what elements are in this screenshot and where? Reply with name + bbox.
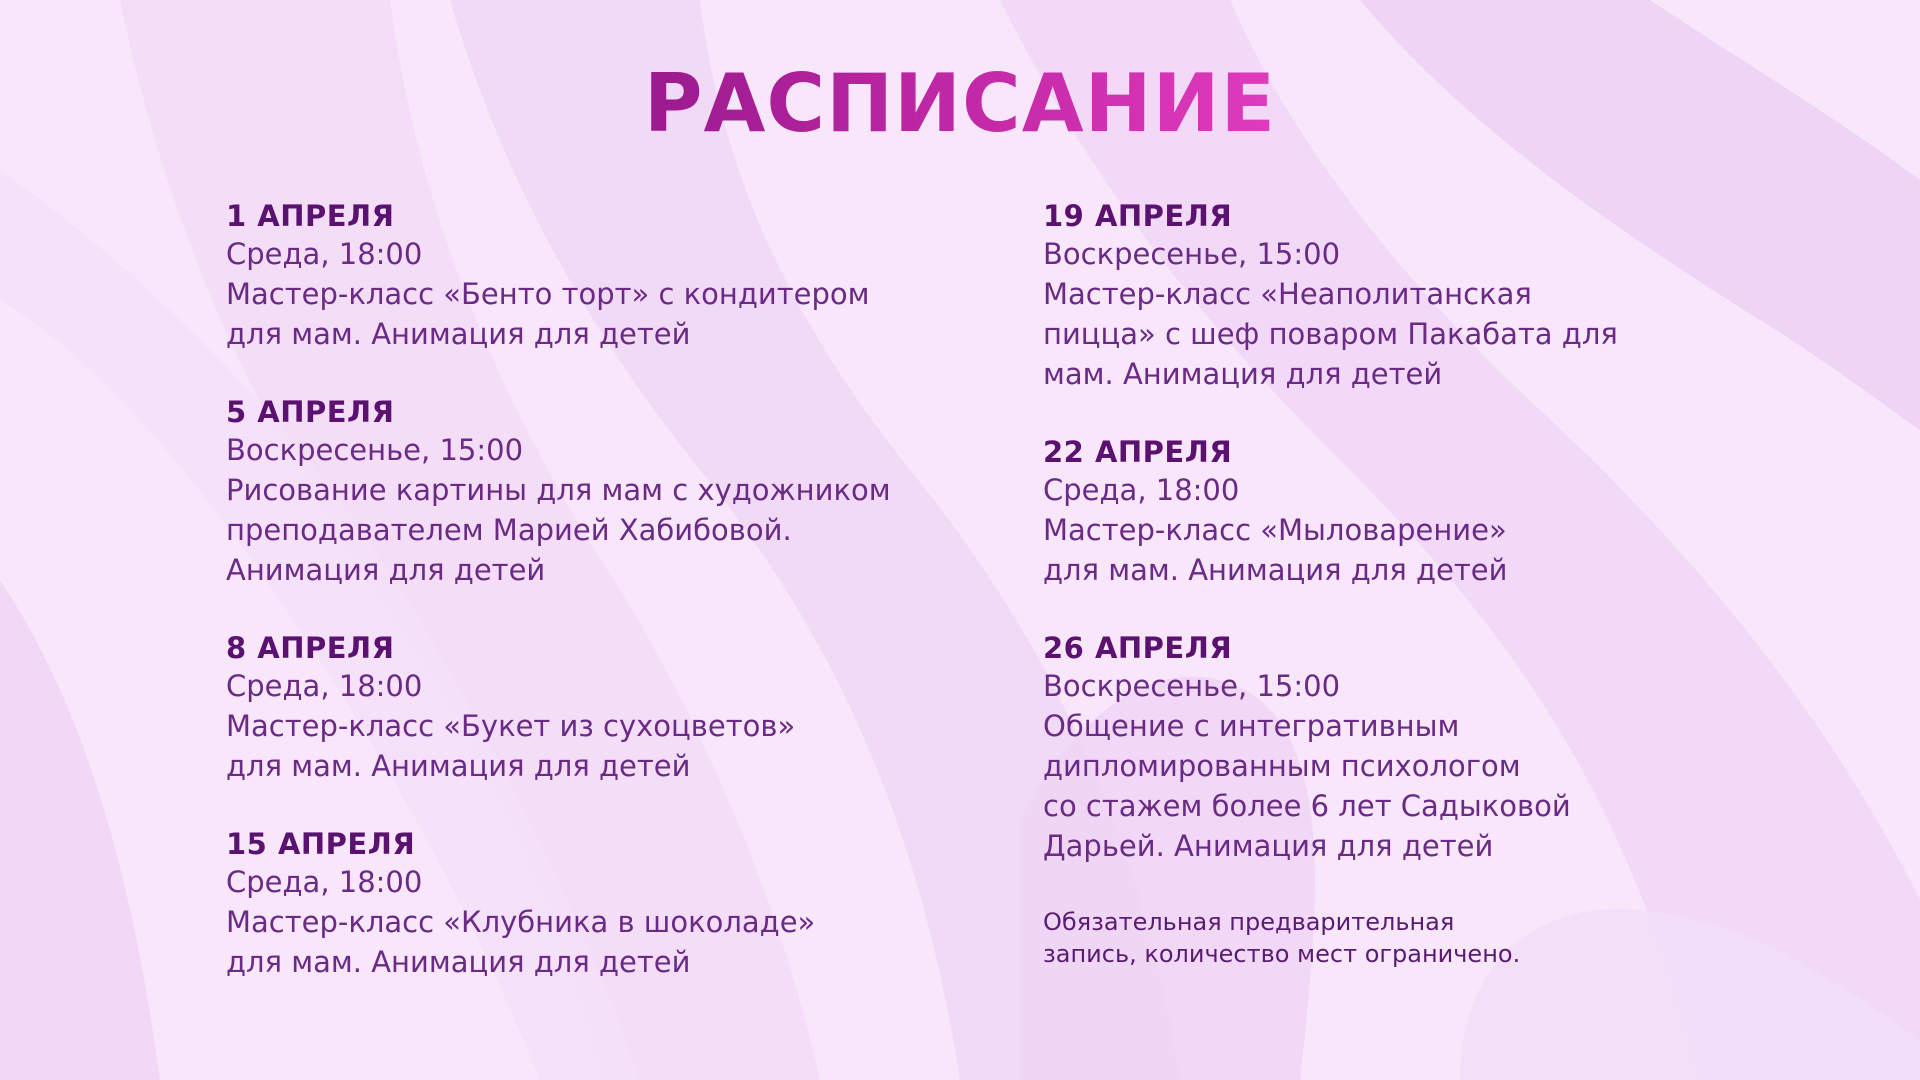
event-date: 8 АПРЕЛЯ <box>226 631 395 665</box>
event-description: Мастер-класс «Мыловарение» для мам. Анимация для детей <box>1043 513 1508 587</box>
event-time: Воскресенье, 15:00 <box>226 433 524 467</box>
event-time: Воскресенье, 15:00 <box>1043 237 1341 271</box>
event-date: 19 АПРЕЛЯ <box>1043 199 1233 233</box>
event-time: Среда, 18:00 <box>226 237 423 271</box>
event-item <box>226 630 966 786</box>
registration-note: Обязательная предварительная запись, количество мест ограничено. <box>1043 908 1521 968</box>
page-title <box>0 56 1920 152</box>
event-date: 26 АПРЕЛЯ <box>1043 631 1233 665</box>
event-item <box>226 394 966 590</box>
schedule-column-left <box>226 198 966 1022</box>
event-date: 5 АПРЕЛЯ <box>226 395 395 429</box>
event-item <box>1043 630 1783 866</box>
event-item <box>1043 434 1783 590</box>
event-description: Мастер-класс «Бенто торт» с кондитером для мам. Анимация для детей <box>226 277 870 351</box>
event-description: Общение с интегративным дипломированным психологом со стажем более 6 лет Садыковой Дарьей. Анимация для детей <box>1043 709 1571 863</box>
event-item <box>226 198 966 354</box>
event-time: Среда, 18:00 <box>226 865 423 899</box>
event-description: Рисование картины для мам с художником преподавателем Марией Хабибовой. Анимация для детей <box>226 473 891 587</box>
page-title-text: РАСПИСАНИЕ <box>643 57 1277 150</box>
event-item <box>226 826 966 982</box>
event-time: Среда, 18:00 <box>226 669 423 703</box>
event-time: Воскресенье, 15:00 <box>1043 669 1341 703</box>
event-date: 22 АПРЕЛЯ <box>1043 435 1233 469</box>
event-description: Мастер-класс «Букет из сухоцветов» для мам. Анимация для детей <box>226 709 796 783</box>
event-date: 15 АПРЕЛЯ <box>226 827 416 861</box>
event-description: Мастер-класс «Неаполитанская пицца» с шеф поваром Пакабата для мам. Анимация для детей <box>1043 277 1618 391</box>
event-date: 1 АПРЕЛЯ <box>226 199 395 233</box>
event-description: Мастер-класс «Клубника в шоколаде» для мам. Анимация для детей <box>226 905 816 979</box>
event-time: Среда, 18:00 <box>1043 473 1240 507</box>
schedule-column-right <box>1043 198 1783 970</box>
event-item <box>1043 198 1783 394</box>
